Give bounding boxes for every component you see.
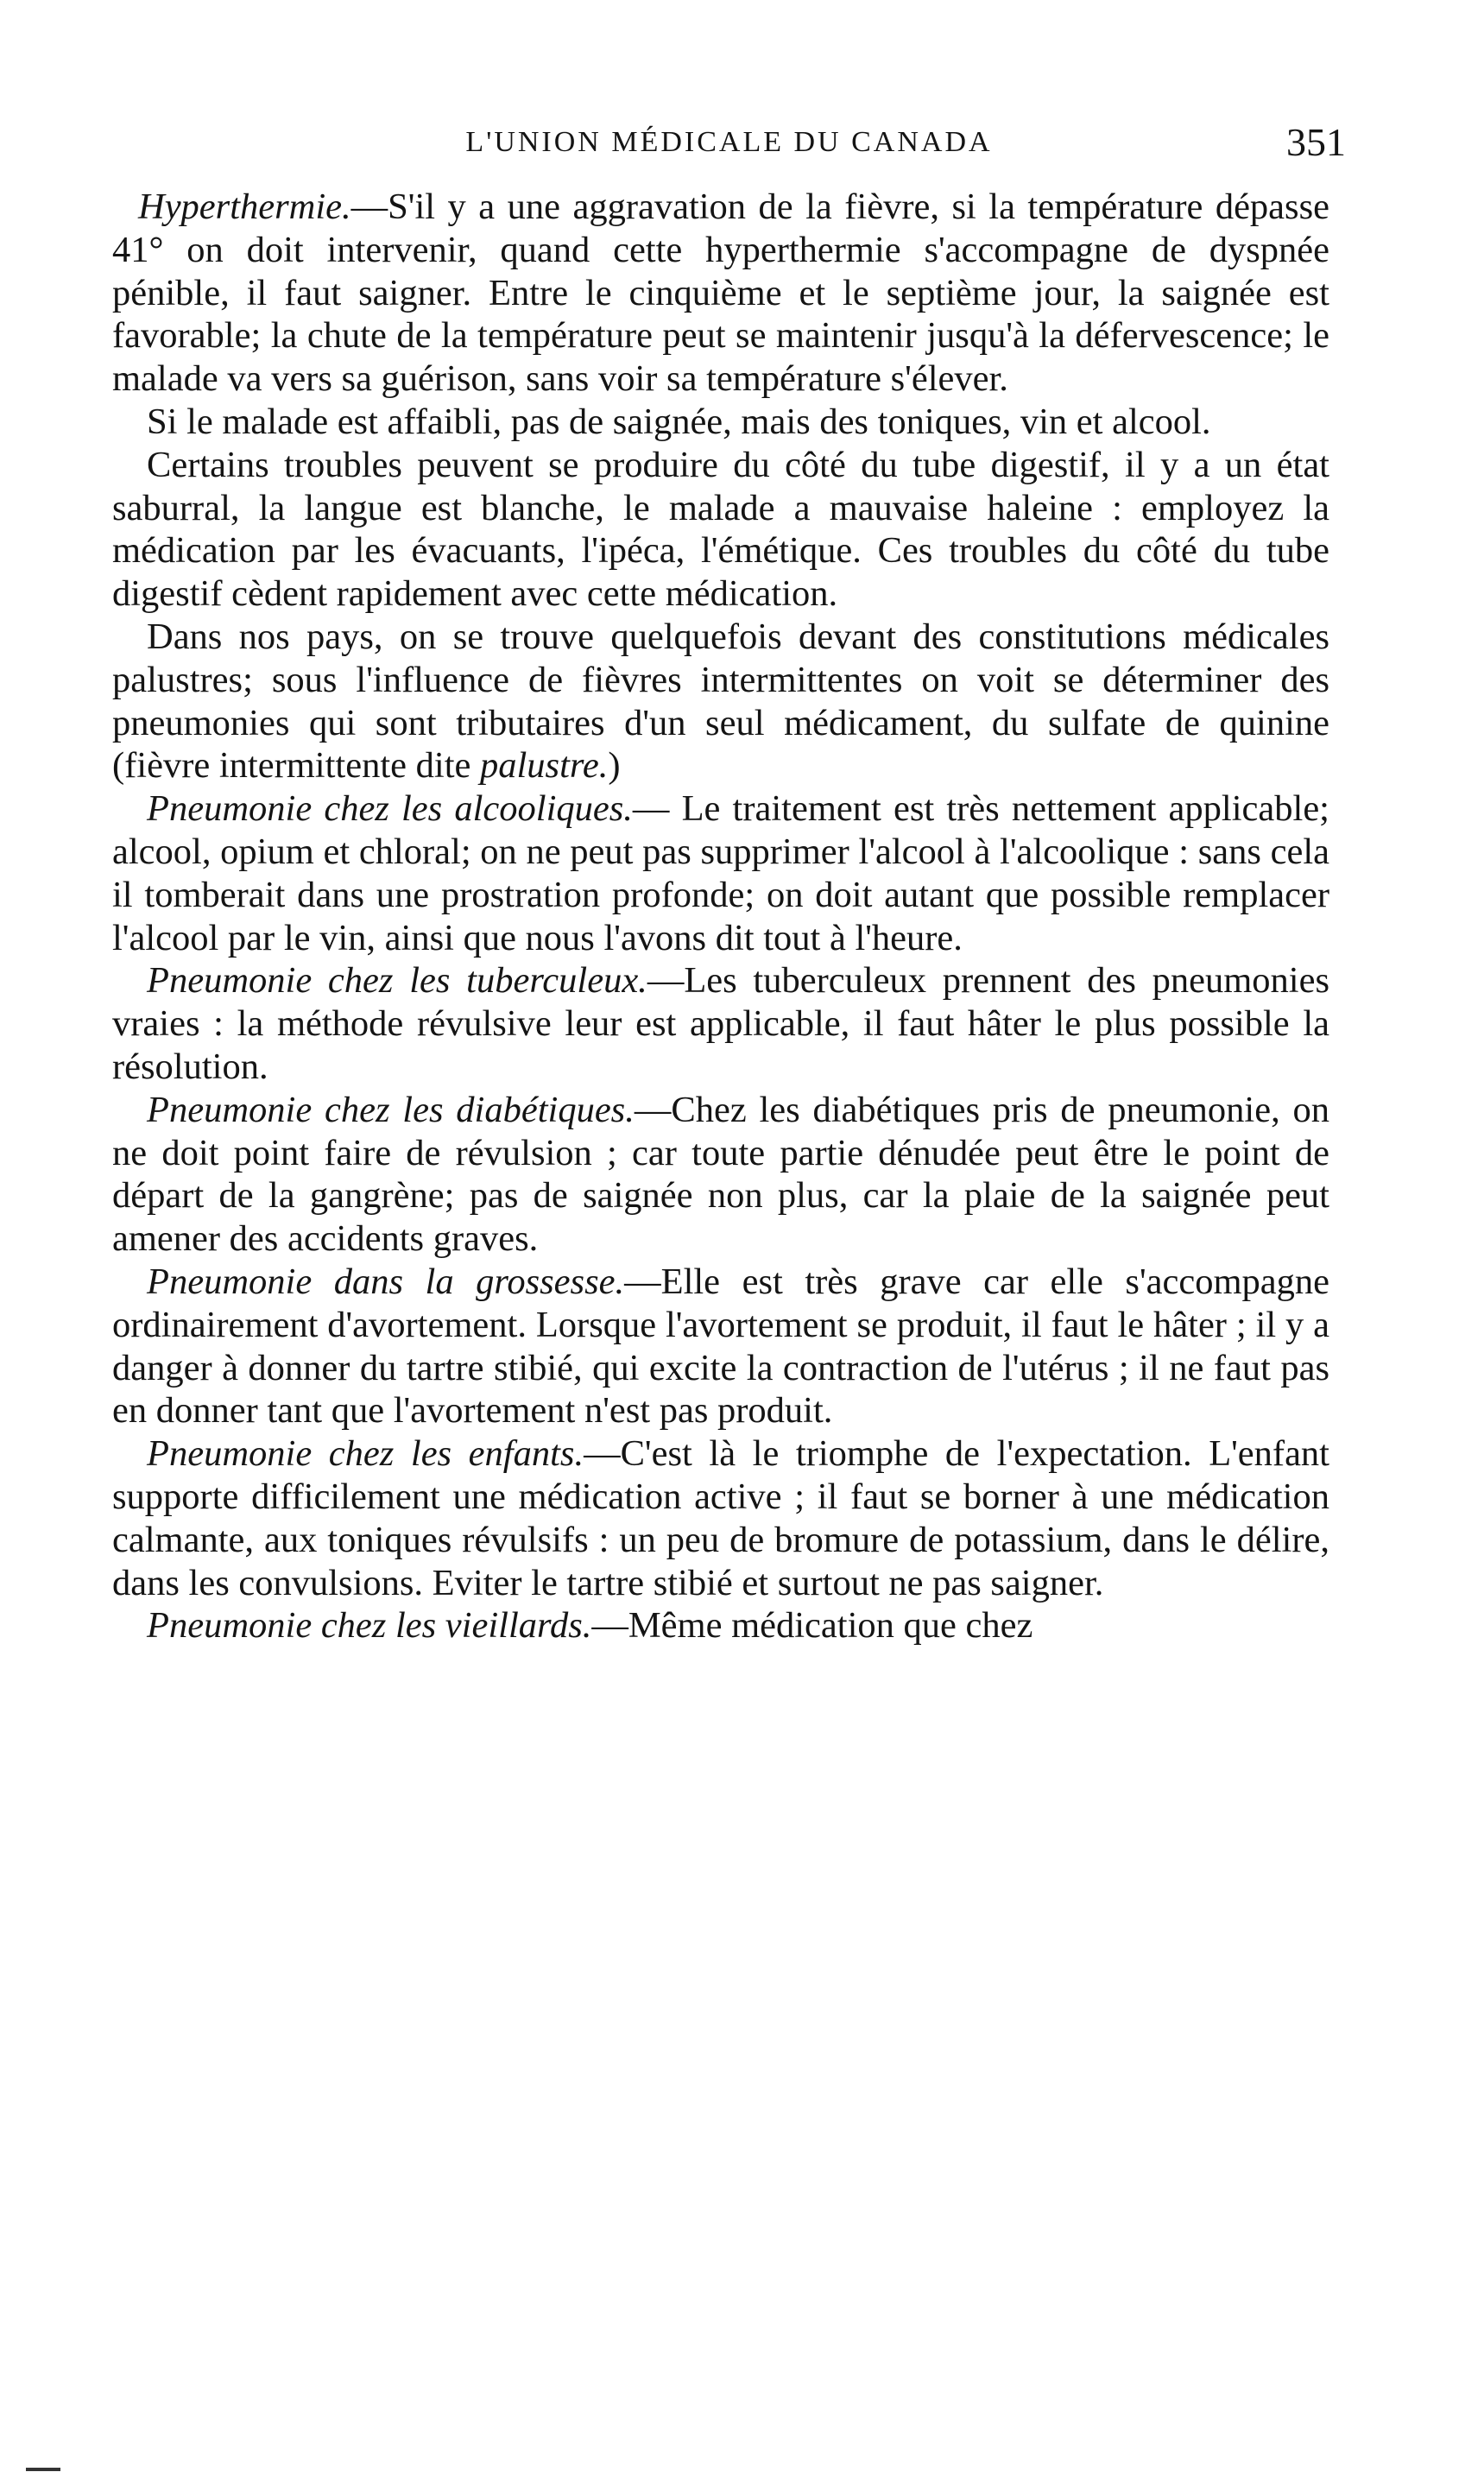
page-number: 351 [1286,120,1346,164]
paragraph-affaibli [112,401,1329,444]
paragraph-grossesse [112,1261,1329,1432]
paragraph-text: —C'est là le triomphe de l'expectation. L'enfant supporte difficilement une médication active ; il faut se borner à une médication calmante, aux toniques révulsifs : un peu de bromure de potassium, dans le délire, dans les convulsions. Eviter le tartre stibié et surtout ne pas saigner. [112,1433,1329,1603]
paragraph-vieillards [112,1604,1329,1647]
paragraph-text: —S'il y a une aggravation de la fièvre, si la température dépasse 41° on doit intervenir, quand cette hyperthermie s'accompagne de dyspnée pénible, il faut saigner. Entre le cinquième et le septième jour, la saignée est favorable; la chute de la température peut se maintenir jusqu'à la défervescence; le malade va vers sa guérison, sans voir sa température s'élever. [112,187,1329,400]
paragraph-text: Si le malade est affaibli, pas de saignée, mais des toniques, vin et alcool. [147,401,1211,442]
page-header [112,117,1346,168]
paragraph-tuberculeux [112,959,1329,1088]
footer-mark [26,2468,60,2471]
paragraph-text: — Le traitement est très nettement applicable; alcool, opium et chloral; on ne peut pas supprimer l'alcool à l'alcoolique : sans cela il tomberait dans une prostration profonde; on doit autant que possible remplacer l'alcool par le vin, ainsi que nous l'avons dit tout à l'heure. [112,788,1329,958]
paragraph-text: Dans nos pays, on se trouve quelquefois devant des constitutions médicales palustres; sous l'influence de fièvres intermittentes on voit se déterminer des pneumonies qui sont tributaires d'un seul médicament, du sulfate de quinine (fièvre intermittente dite [112,616,1329,787]
paragraph-diabetiques [112,1089,1329,1261]
paragraph-heading: Hyperthermie. [138,187,351,227]
paragraph-alcooliques [112,787,1329,959]
running-title: L'UNION MÉDICALE DU CANADA [465,126,993,158]
paragraph-enfants [112,1432,1329,1604]
paragraph-palustres [112,616,1329,787]
paragraph-text: —Elle est très grave car elle s'accompagne ordinairement d'avortement. Lorsque l'avortement se produit, il faut le hâter ; il y a danger à donner du tartre stibié, qui excite la contraction de l'utérus ; il ne faut pas en donner tant que l'avortement n'est pas produit. [112,1261,1329,1432]
paragraph-emphasis: palustre. [480,745,609,787]
paragraph-heading: Pneumonie chez les enfants. [147,1433,584,1475]
paragraph-heading: Pneumonie dans la grossesse. [147,1261,625,1302]
paragraph-text: —Chez les diabétiques pris de pneumonie, on ne doit point faire de révulsion ; car toute partie dénudée peut être le point de départ de la gangrène; pas de saignée non plus, car la plaie de la saignée peut amener des accidents graves. [112,1089,1330,1260]
body-text [112,186,1329,1647]
paragraph-text: —Les tuberculeux prennent des pneumonies vraies : la méthode révulsive leur est applicable, il faut hâter le plus possible la résolution. [112,960,1329,1087]
paragraph-text: Certains troubles peuvent se produire du côté du tube digestif, il y a un état saburral, la langue est blanche, le malade a mauvaise haleine : employez la médication par les évacuants, l'ipéca, l'émétique. Ces troubles du côté du tube digestif cèdent rapidement avec cette médication. [112,444,1329,615]
paragraph-heading: Pneumonie chez les diabétiques. [147,1089,635,1130]
paragraph-hyperthermie [112,186,1329,401]
paragraph-tube-digestif [112,444,1329,616]
paragraph-heading: Pneumonie chez les tuberculeux. [147,960,647,1002]
paragraph-heading: Pneumonie chez les vieillards. [147,1605,592,1647]
paragraph-heading: Pneumonie chez les alcooliques. [147,788,633,830]
paragraph-text: —Même médication que chez [591,1605,1033,1647]
paragraph-tail: ) [608,745,621,787]
